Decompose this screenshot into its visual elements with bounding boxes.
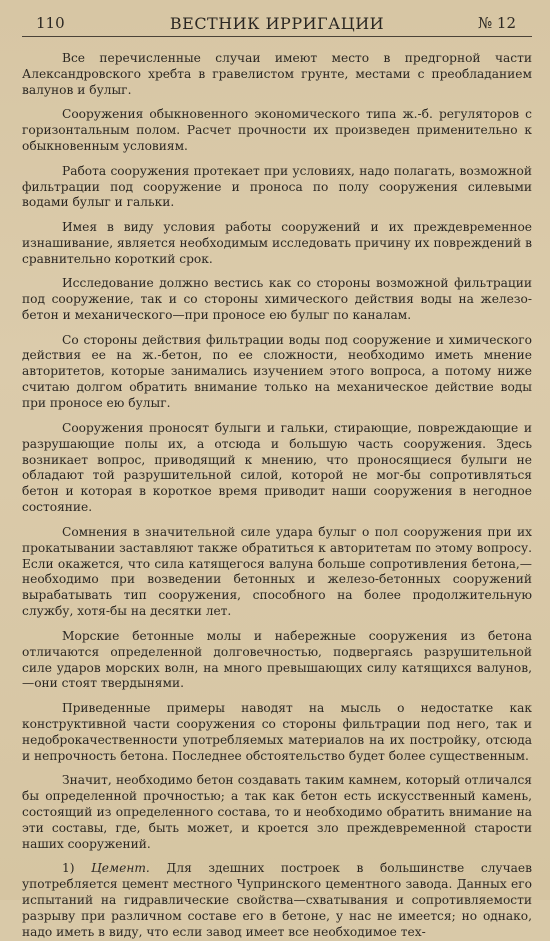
paragraph: Все перечисленные случаи имеют место в предгорной части Александровского хребта в гравелистом грунте, местами с преобладанием валунов и булыг. <box>22 51 532 97</box>
article-body <box>22 51 532 941</box>
section-text: Для здешних построек в большинстве случаев употребляется цемент местного Чупринского цементного завода. Данных его испытаний на гидравлические свойства—схватывания и сопротивляемости разрыву при различном составе его в бетоне, у нас не имеется; но однако, надо иметь в виду, что если завод имеет все необходимое тех- <box>22 861 533 939</box>
paragraph: Работа сооружения протекает при условиях, надо полагать, возможной фильтрации под сооружение и проноса по полу сооружения силевыми водами булыг и гальки. <box>22 163 532 210</box>
cement-paragraph <box>22 861 532 941</box>
paragraph: Сооружения проносят булыги и гальки, стирающие, повреждающие и разрушающие полы их, а отсюда и большую часть сооружения. Здесь возникает вопрос, приводящий к мнению, что проносящиеся булыги не обладают той разрушительной силой, которой не мог-бы сопротивляться бетон и которая в короткое время приводит наши сооружения в негодное состояние. <box>22 420 532 515</box>
paragraph: Значит, необходимо бетон создавать таким камнем, который отличался бы определенной прочностью; а так как бетон есть искусственный камень, состоящий из определенного состава, то и необходимо обратить внимание на эти составы, где, быть может, и кроется зло преждевременной старости наших сооружений. <box>22 773 532 851</box>
section-term: Цемент. <box>91 861 150 876</box>
paragraph: Сооружения обыкновенного экономического типа ж.-б. регуляторов с горизонтальным полом. Расчет прочности их произведен применительно к обыкновенным условиям. <box>22 107 532 154</box>
journal-title: ВЕСТНИК ИРРИГАЦИИ <box>169 14 385 33</box>
page-number: 110 <box>36 14 65 32</box>
paragraph: Исследование должно вестись как со стороны возможной фильтрации под сооружение, так и со стороны химического действия воды на железо-бетон и механического—при проносе ею булыг по каналам. <box>22 276 532 323</box>
paragraph: Сомнения в значительной силе удара булыг о пол сооружения при их прокатывании заставляют также обратиться к авторитетам по этому вопросу. Если окажется, что сила катящегося валуна больше сопротивления бетона,—необходимо при возведении бетонных и железо-бетонных сооружений вырабатывать тип сооружения, способного на более продолжительную службу, хотя-бы на десятки лет. <box>22 524 532 619</box>
issue-number: № 12 <box>477 14 516 32</box>
paragraph: Приведенные примеры наводят на мысль о недостатке как конструктивной части сооружения со стороны фильтрации под него, так и недоброкачественности употребляемых материалов на их постройку, отсюда и непрочность бетона. Последнее обстоятельство будет более существенным. <box>22 700 532 763</box>
paragraph: Со стороны действия фильтрации воды под сооружение и химического действия ее на ж.-бетон, по ее сложности, необходимо иметь мнение авторитетов, которые занимались изучением этого вопроса, а потому ниже считаю долгом обратить внимание только на механическое действие воды при проносе ею булыг. <box>22 332 532 411</box>
page-header <box>22 14 532 37</box>
paragraph: Морские бетонные молы и набережные сооружения из бетона отличаются определенной долговечностью, подвергаясь разрушительной силе ударов морских волн, на много превышающих силу катящихся валунов,—они стоят твердынями. <box>22 628 532 691</box>
paragraph: Имея в виду условия работы сооружений и их преждевременное изнашивание, является необходимым исследовать причину их повреждений в сравнительно короткий срок. <box>22 219 532 266</box>
section-number: 1) <box>62 861 75 876</box>
